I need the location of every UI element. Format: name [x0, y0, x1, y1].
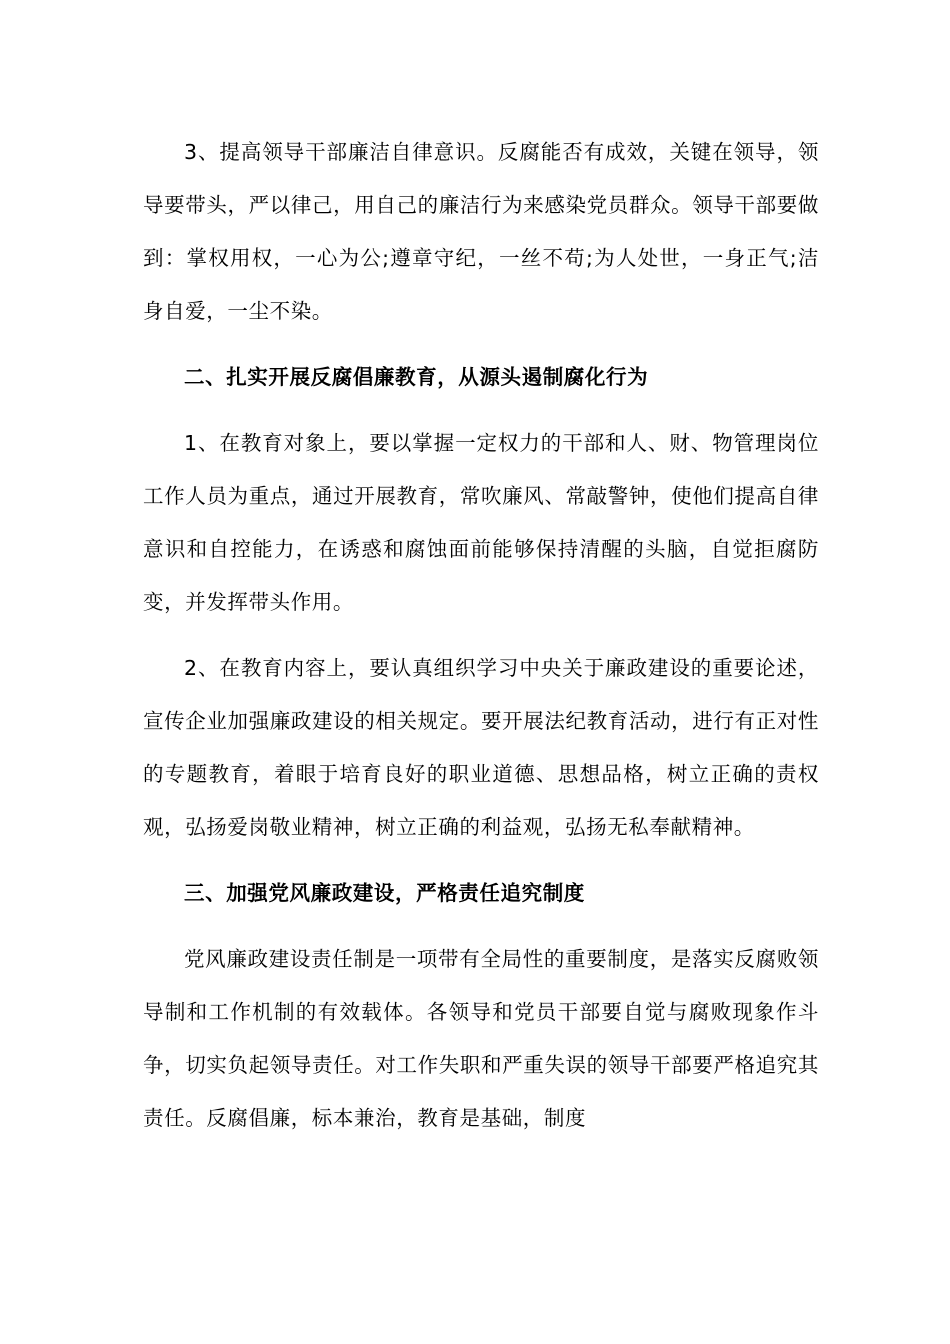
paragraph-education-content: 2、在教育内容上，要认真组织学习中央关于廉政建设的重要论述，宣传企业加强廉政建设的相关规定。要开展法纪教育活动，进行有正对性的专题教育，着眼于培育良好的职业道德、思想品格，树立正确的责权观，弘扬爱岗敬业精神，树立正确的利益观，弘扬无私奉献精神。: [143, 656, 819, 839]
paragraph-self-discipline: 3、提高领导干部廉洁自律意识。反腐能否有成效，关键在领导，领导要带头，严以律己，用自己的廉洁行为来感染党员群众。领导干部要做到：掌权用权，一心为公;遵章守纪，一丝不苟;为人处世，一身正气;洁身自爱，一尘不染。: [143, 140, 819, 323]
paragraph-spacer: [143, 404, 819, 417]
section-heading-education: 二、扎实开展反腐倡廉教育，从源头遏制腐化行为: [184, 365, 649, 389]
paragraph-spacer: [143, 920, 819, 933]
document-body: [143, 126, 819, 1145]
paragraph-spacer: [143, 629, 819, 642]
paragraph-education-targets: 1、在教育对象上，要以掌握一定权力的干部和人、财、物管理岗位工作人员为重点，通过开展教育，常吹廉风、常敲警钟，使他们提高自律意识和自控能力，在诱惑和腐蚀面前能够保持清醒的头脑，自觉拒腐防变，并发挥带头作用。: [143, 431, 819, 614]
paragraph-spacer: [143, 338, 819, 351]
paragraph-spacer: [143, 854, 819, 867]
paragraph-responsibility-system: 党风廉政建设责任制是一项带有全局性的重要制度，是落实反腐败领导制和工作机制的有效载体。各领导和党员干部要自觉与腐败现象作斗争，切实负起领导责任。对工作失职和严重失误的领导干部要严格追究其责任。反腐倡廉，标本兼治，教育是基础，制度: [143, 947, 819, 1130]
section-heading-responsibility: 三、加强党风廉政建设，严格责任追究制度: [184, 881, 585, 905]
